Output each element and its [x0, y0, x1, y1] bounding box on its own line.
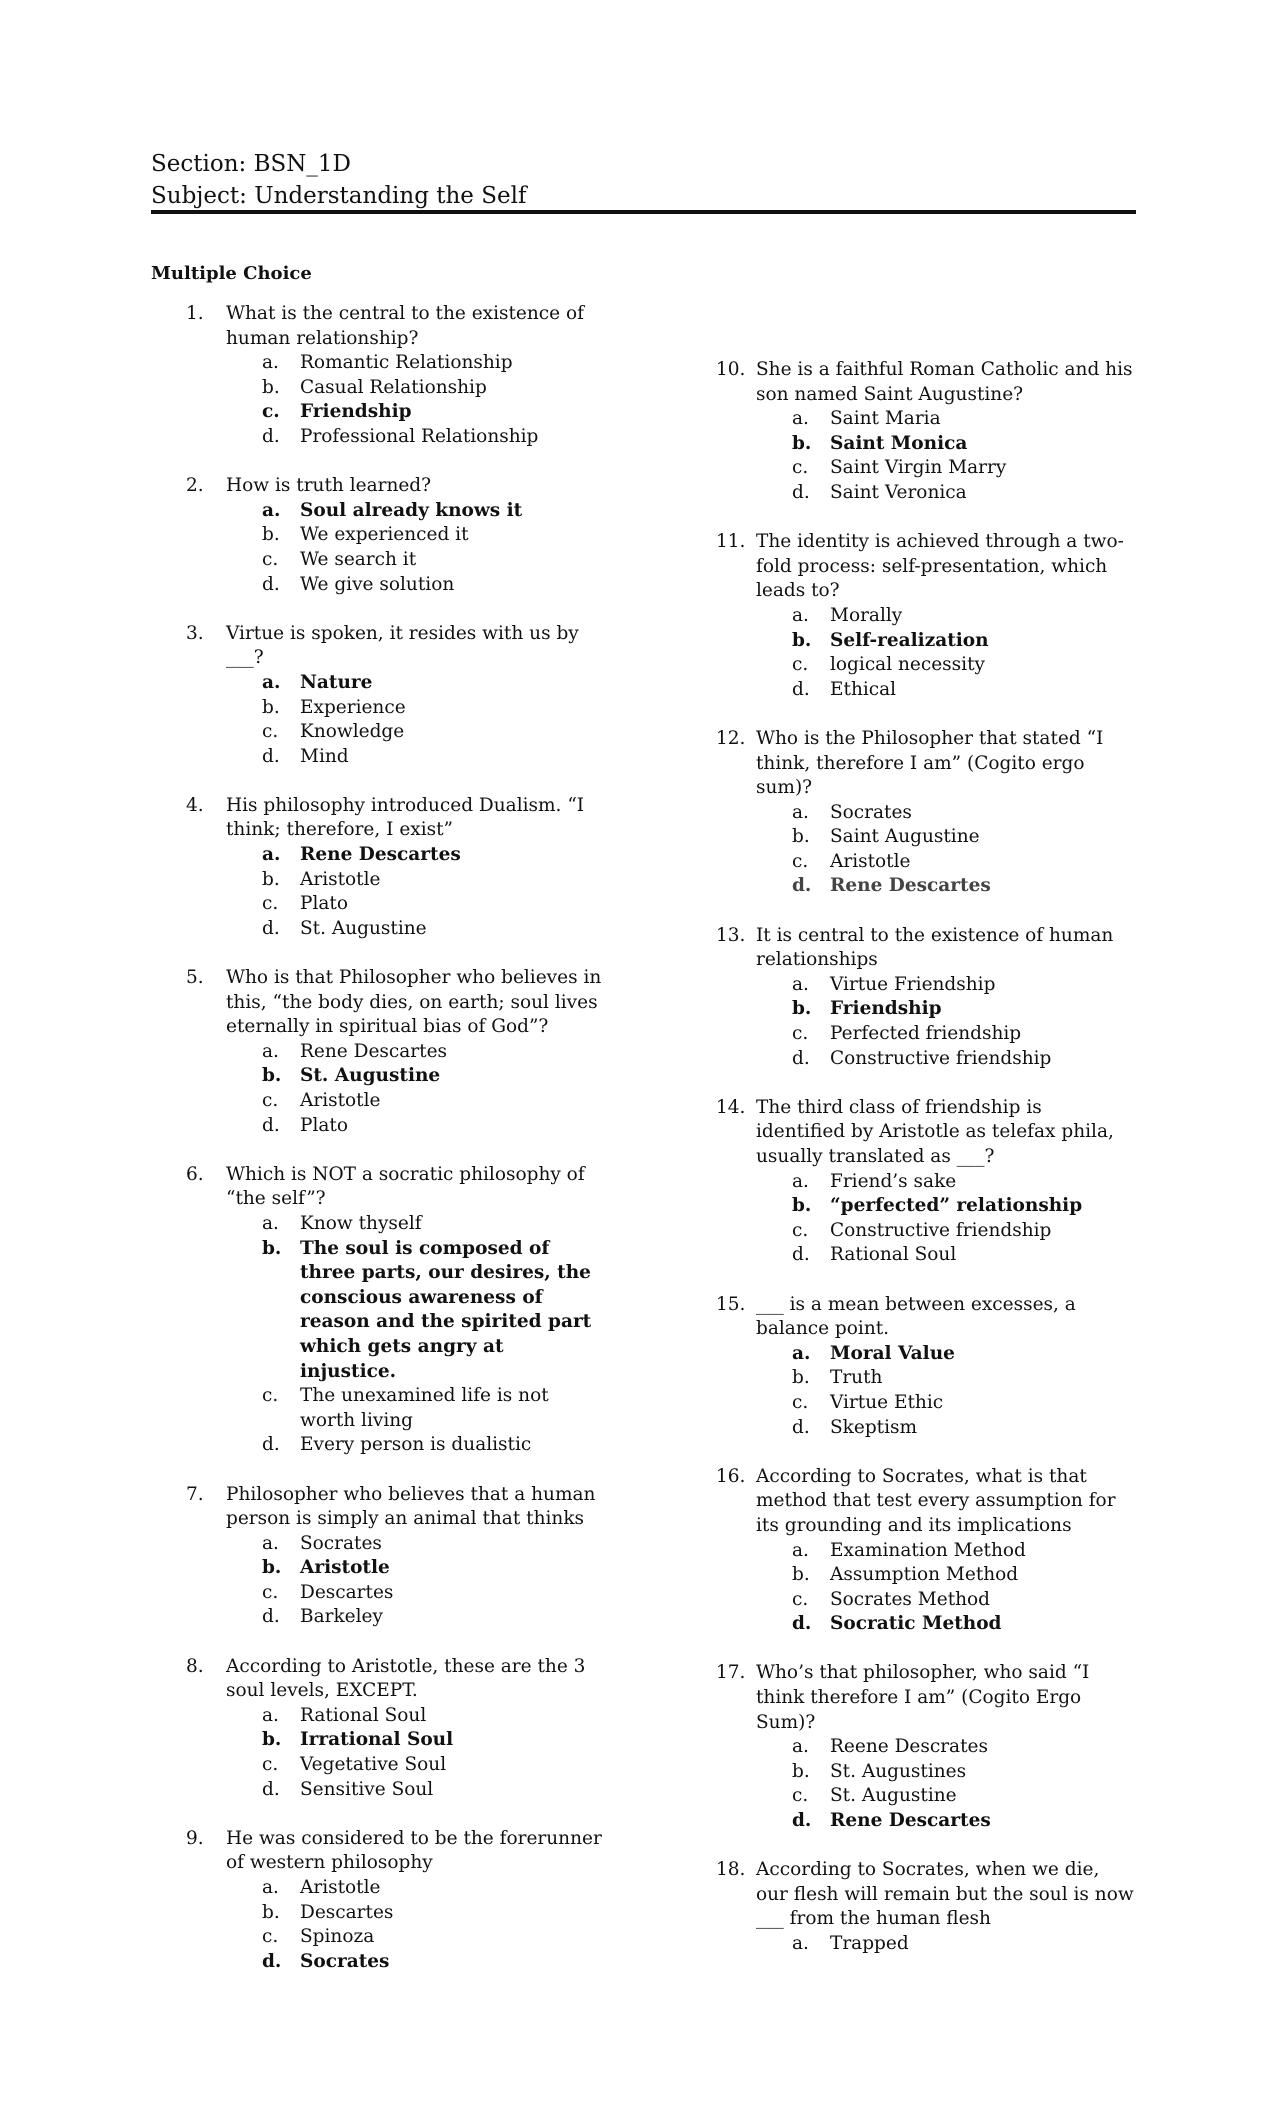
choice-correct: [262, 1950, 606, 1975]
choice: [262, 1605, 606, 1630]
choice-text: St. Augustine: [300, 917, 427, 939]
choice: [262, 892, 606, 917]
choice-text: Aristotle: [300, 1557, 390, 1579]
choice-letter: c.: [262, 1385, 279, 1407]
choice-text: Rene Descartes: [830, 875, 991, 897]
choice: [262, 425, 606, 450]
choice-text: St. Augustine: [300, 1065, 441, 1087]
choice-letter: a.: [262, 1704, 279, 1726]
choice: [792, 1563, 1136, 1588]
question-item: [186, 1827, 606, 1975]
choice-letter: a.: [792, 1342, 811, 1364]
question-number: 2.: [186, 475, 204, 497]
question-item: [186, 474, 606, 597]
question-number: 7.: [186, 1483, 204, 1505]
choice-list: [186, 1212, 606, 1458]
choice-text: Socrates: [300, 1950, 390, 1972]
choice-letter: d.: [262, 1434, 280, 1456]
choice-letter: b.: [262, 696, 280, 718]
choice: [262, 1384, 606, 1433]
question-number: 4.: [186, 794, 204, 816]
choice-list: [716, 407, 1136, 505]
choice-letter: c.: [792, 1588, 809, 1610]
choice-letter: b.: [792, 1195, 812, 1217]
choice: [792, 678, 1136, 703]
choice: [792, 1022, 1136, 1047]
question-item: [716, 530, 1136, 702]
choice-letter: b.: [792, 1367, 810, 1389]
choice-text: We experienced it: [300, 524, 469, 546]
choice-correct: [792, 432, 1136, 457]
choice: [792, 1760, 1136, 1785]
subject-label: Subject: Understanding the Self: [151, 183, 527, 209]
choice-letter: a.: [792, 1933, 809, 1954]
choice-letter: a.: [792, 801, 809, 823]
choice-list: [716, 1342, 1136, 1440]
choice-text: Descartes: [300, 1581, 394, 1603]
choice-text: Constructive friendship: [830, 1219, 1052, 1241]
choice-letter: a.: [792, 604, 809, 626]
choice-text: Socratic Method: [830, 1613, 1002, 1635]
choice-letter: c.: [262, 401, 280, 423]
choice: [262, 1876, 606, 1901]
choice-letter: b.: [262, 1065, 282, 1087]
choice-text: Perfected friendship: [830, 1023, 1022, 1045]
question-item: [716, 1858, 1136, 1956]
choice-letter: d.: [262, 745, 280, 767]
choice-letter: d.: [792, 1416, 810, 1438]
choice-text: Barkeley: [300, 1606, 383, 1628]
choice-text: Aristotle: [300, 868, 381, 890]
choice-letter: c.: [262, 1090, 279, 1111]
choice: [262, 573, 606, 598]
choice-letter: b.: [262, 1237, 282, 1259]
question-text: Who’s that philosopher, who said “I think therefore I am” (Cogito Ergo Sum)?: [756, 1662, 1090, 1733]
choice-letter: c.: [262, 1754, 279, 1776]
choice-letter: b.: [262, 376, 280, 398]
choice-text: Knowledge: [300, 721, 405, 743]
choice-list: [186, 843, 606, 941]
choice-text: Saint Maria: [830, 408, 941, 430]
question-number: 8.: [186, 1655, 204, 1677]
choice-text: We give solution: [300, 573, 455, 595]
question-text: Who is that Philosopher who believes in this, “the body dies, on earth; soul lives eternally in spiritual bias of God”?: [226, 967, 602, 1038]
choice-text: Vegetative Soul: [300, 1754, 447, 1776]
choice: [792, 604, 1136, 629]
question-number: 6.: [186, 1163, 204, 1185]
choice-correct: [262, 843, 606, 868]
choice: [262, 1532, 606, 1557]
choice: [792, 973, 1136, 998]
choice-text: Skeptism: [830, 1416, 918, 1438]
choice-text: Rene Descartes: [830, 1810, 991, 1832]
choice: [792, 653, 1136, 678]
choice-correct: [262, 1064, 606, 1089]
choice-text: The soul is composed of three parts, our desires, the conscious awareness of reason and the spirited part which gets angry at injustice.: [300, 1237, 592, 1382]
choice: [262, 1753, 606, 1778]
choice-letter: a.: [262, 1040, 279, 1062]
choice-text: Know thyself: [300, 1212, 422, 1234]
question-text: According to Socrates, when we die, our flesh will remain but the soul is now ___ from the human flesh: [756, 1859, 1134, 1930]
question-text: According to Aristotle, these are the 3 soul levels, EXCEPT.: [226, 1655, 586, 1702]
choice: [262, 868, 606, 893]
choice-text: Assumption Method: [830, 1564, 1019, 1586]
choice-correct: [792, 1809, 1136, 1834]
choice-text: Truth: [830, 1367, 883, 1389]
question-item: [186, 794, 606, 942]
choice-text: logical necessity: [830, 654, 985, 676]
choice-text: St. Augustine: [830, 1785, 957, 1807]
question-item: [716, 1465, 1136, 1637]
choice-letter: d.: [262, 1950, 282, 1972]
question-number: 5.: [186, 967, 204, 989]
choice-list: [186, 671, 606, 769]
document-header: [151, 148, 1136, 212]
choice-correct: [262, 400, 606, 425]
choice-correct: [262, 1728, 606, 1753]
question-number: 16.: [716, 1465, 746, 1487]
choice: [262, 548, 606, 573]
choice-letter: a.: [792, 1170, 809, 1192]
choice-list: [716, 1735, 1136, 1833]
choice-text: We search it: [300, 548, 417, 570]
choice-text: Examination Method: [830, 1539, 1026, 1561]
choice-list: [186, 1532, 606, 1630]
choice-text: Virtue Friendship: [830, 973, 996, 995]
question-text: Which is NOT a socratic philosophy of “the self”?: [226, 1163, 585, 1210]
question-text: Philosopher who believes that a human person is simply an animal that thinks: [226, 1483, 596, 1530]
choice-letter: d.: [792, 1613, 812, 1635]
question-text: He was considered to be the forerunner of western philosophy: [226, 1827, 602, 1874]
choice-text: Nature: [300, 671, 373, 693]
choice-letter: a.: [262, 499, 281, 521]
choice-text: Friendship: [300, 401, 412, 423]
question-number: 9.: [186, 1827, 204, 1849]
choice-letter: a.: [792, 1539, 809, 1561]
choice-correct: [792, 629, 1136, 654]
choice-letter: b.: [792, 1564, 810, 1586]
choice-text: Spinoza: [300, 1926, 375, 1948]
choice-list: [716, 1170, 1136, 1268]
choice-letter: b.: [792, 629, 812, 651]
choice-letter: a.: [792, 973, 809, 995]
choice: [792, 1784, 1136, 1809]
choice-text: Sensitive Soul: [300, 1778, 434, 1800]
choice-letter: d.: [262, 573, 280, 595]
choice-text: Experience: [300, 696, 406, 718]
choice-list: [716, 604, 1136, 702]
choice-letter: c.: [262, 548, 279, 570]
choice: [792, 1416, 1136, 1441]
choice-letter: d.: [262, 917, 280, 939]
choice: [792, 1243, 1136, 1268]
choice-text: Moral Value: [830, 1342, 955, 1364]
question-item: [186, 1163, 606, 1458]
choice: [262, 1901, 606, 1926]
choice: [262, 1778, 606, 1803]
choice: [262, 1704, 606, 1729]
question-number: 10.: [716, 359, 746, 380]
choice: [262, 1581, 606, 1606]
question-item: [186, 966, 606, 1138]
choice-text: Descartes: [300, 1901, 394, 1923]
choice-list: [186, 1704, 606, 1802]
choice-letter: b.: [262, 1901, 280, 1923]
choice-text: Socrates Method: [830, 1588, 991, 1610]
questions-column-right: [716, 358, 1136, 1981]
choice: [792, 1391, 1136, 1416]
choice-text: Irrational Soul: [300, 1729, 454, 1751]
choice-correct: [262, 1556, 606, 1581]
choice-correct: [792, 997, 1136, 1022]
choice-letter: a.: [792, 1736, 809, 1758]
question-text: ___ is a mean between excesses, a balance point.: [756, 1293, 1076, 1340]
choice-text: Rational Soul: [300, 1704, 427, 1726]
choice-text: Professional Relationship: [300, 425, 539, 447]
choice-text: Saint Veronica: [830, 481, 967, 503]
choice-text: Aristotle: [300, 1877, 381, 1898]
choice-letter: a.: [262, 1212, 279, 1234]
choice-letter: c.: [262, 893, 279, 915]
choice-list: [186, 1876, 606, 1974]
question-text: It is central to the existence of human relationships: [756, 924, 1114, 971]
choice-text: Morally: [830, 604, 903, 626]
choice-letter: d.: [792, 1047, 810, 1069]
choice: [262, 1040, 606, 1065]
choice-list: [716, 1932, 1136, 1957]
choice-letter: d.: [262, 1778, 280, 1800]
choice-letter: a.: [262, 844, 281, 866]
choice-correct: [792, 1194, 1136, 1219]
choice-text: Trapped: [830, 1933, 909, 1954]
choice-letter: b.: [792, 826, 810, 848]
choice-correct: [792, 1612, 1136, 1637]
choice: [792, 1539, 1136, 1564]
question-item: [716, 1293, 1136, 1441]
choice-letter: a.: [262, 352, 279, 374]
choice-text: Ethical: [830, 678, 897, 700]
choice-letter: d.: [792, 678, 810, 700]
question-text: What is the central to the existence of human relationship?: [226, 303, 584, 349]
choice-text: Saint Monica: [830, 432, 968, 454]
question-text: The third class of friendship is identified by Aristotle as telefax phila, usually translated as ___?: [756, 1096, 1114, 1167]
choice: [262, 1925, 606, 1950]
choice: [792, 1047, 1136, 1072]
choice-text: Saint Virgin Marry: [830, 457, 1007, 479]
choice-letter: c.: [792, 1391, 809, 1413]
choice: [262, 376, 606, 401]
choice-text: Socrates: [300, 1532, 382, 1554]
choice-text: Plato: [300, 1114, 348, 1136]
choice-text: Self-realization: [830, 629, 989, 651]
choice: [792, 1219, 1136, 1244]
choice-text: Virtue Ethic: [830, 1391, 944, 1413]
section-title: Multiple Choice: [151, 263, 312, 284]
choice-letter: d.: [792, 1244, 810, 1266]
choice-list: [716, 1539, 1136, 1637]
choice: [792, 850, 1136, 875]
choice-letter: a.: [262, 671, 281, 693]
choice-letter: c.: [792, 654, 809, 676]
choice-letter: d.: [792, 875, 812, 897]
question-item: [186, 1483, 606, 1631]
choice-correct: [792, 1342, 1136, 1367]
choice-text: Rene Descartes: [300, 844, 461, 866]
choice: [262, 1433, 606, 1458]
question-item: [716, 1096, 1136, 1268]
question-text: How is truth learned?: [226, 475, 432, 497]
choice-list: [186, 351, 606, 449]
choice-letter: d.: [792, 1810, 812, 1832]
question-number: 1.: [186, 303, 204, 324]
choice-text: Casual Relationship: [300, 376, 487, 398]
choice-letter: a.: [262, 1877, 279, 1898]
choice: [792, 1170, 1136, 1195]
choice-text: Soul already knows it: [300, 499, 523, 521]
question-number: 15.: [716, 1293, 746, 1315]
section-label: Section: BSN_1D: [151, 151, 351, 177]
header-divider: [151, 210, 1136, 214]
choice-text: Rene Descartes: [300, 1040, 448, 1062]
choice-text: Aristotle: [300, 1090, 381, 1111]
choice-letter: a.: [262, 1532, 279, 1554]
choice-letter: d.: [262, 1606, 280, 1628]
choice-letter: d.: [262, 425, 280, 447]
choice-text: St. Augustines: [830, 1760, 967, 1782]
choice: [792, 1735, 1136, 1760]
choice-letter: b.: [262, 868, 280, 890]
question-text: She is a faithful Roman Catholic and his son named Saint Augustine?: [756, 359, 1133, 405]
question-text: According to Socrates, what is that method that test every assumption for its grounding and its implications: [756, 1465, 1116, 1536]
question-number: 12.: [716, 727, 746, 749]
choice-letter: b.: [792, 1760, 810, 1782]
choice: [792, 481, 1136, 506]
question-number: 14.: [716, 1096, 746, 1118]
question-item: [716, 358, 1136, 506]
choice-correct: [262, 1237, 606, 1385]
choice: [262, 1212, 606, 1237]
question-number: 18.: [716, 1859, 746, 1881]
questions-column-left: [186, 302, 606, 1999]
choice-text: Friendship: [830, 998, 942, 1020]
choice-letter: c.: [262, 721, 279, 743]
choice: [792, 456, 1136, 481]
choice-letter: c.: [792, 1023, 809, 1045]
choice-letter: b.: [262, 524, 280, 546]
question-number: 17.: [716, 1662, 746, 1684]
choice-correct: [262, 671, 606, 696]
choice-text: Saint Augustine: [830, 826, 980, 848]
choice: [792, 1366, 1136, 1391]
choice: [792, 1588, 1136, 1613]
choice-correct: [262, 499, 606, 524]
choice-letter: c.: [262, 1926, 279, 1948]
choice: [262, 1114, 606, 1139]
choice-text: Mind: [300, 745, 349, 767]
choice-list: [186, 499, 606, 597]
choice-letter: b.: [262, 1729, 282, 1751]
question-text: Virtue is spoken, it resides with us by ___?: [226, 622, 579, 669]
choice-letter: c.: [792, 1219, 809, 1241]
question-text: The identity is achieved through a two-fold process: self-presentation, which leads to?: [756, 531, 1124, 602]
choice: [262, 523, 606, 548]
choice: [262, 745, 606, 770]
question-number: 13.: [716, 924, 746, 946]
question-number: 3.: [186, 622, 204, 644]
choice-text: The unexamined life is not worth living: [300, 1385, 549, 1431]
choice: [792, 1932, 1136, 1957]
choice-letter: c.: [792, 850, 809, 872]
choice-text: Socrates: [830, 801, 912, 823]
question-item: [186, 622, 606, 770]
choice: [262, 351, 606, 376]
question-number: 11.: [716, 531, 746, 553]
choice-letter: b.: [792, 998, 812, 1020]
choice-letter: a.: [792, 408, 809, 430]
choice-letter: b.: [792, 432, 812, 454]
question-item: [716, 1661, 1136, 1833]
choice: [262, 1089, 606, 1114]
choice-text: Constructive friendship: [830, 1047, 1052, 1069]
choice-letter: d.: [792, 481, 810, 503]
question-item: [186, 1655, 606, 1803]
choice-list: [716, 801, 1136, 899]
question-text: Who is the Philosopher that stated “I think, therefore I am” (Cogito ergo sum)?: [756, 727, 1104, 799]
choice-letter: c.: [792, 1785, 809, 1807]
choice-text: Friend’s sake: [830, 1170, 957, 1192]
choice-letter: c.: [262, 1581, 279, 1603]
choice-text: Plato: [300, 893, 348, 915]
choice-text: Reene Descrates: [830, 1736, 988, 1758]
choice: [262, 696, 606, 721]
choice-text: Every person is dualistic: [300, 1434, 532, 1456]
choice-letter: b.: [262, 1557, 282, 1579]
choice-correct: [792, 874, 1136, 899]
question-item: [716, 924, 1136, 1072]
choice-list: [716, 973, 1136, 1071]
choice-text: “perfected” relationship: [830, 1195, 1083, 1217]
choice: [792, 825, 1136, 850]
choice-text: Aristotle: [830, 850, 911, 872]
question-item: [716, 727, 1136, 899]
choice: [792, 407, 1136, 432]
question-text: His philosophy introduced Dualism. “I think; therefore, I exist”: [226, 794, 585, 841]
choice: [792, 801, 1136, 826]
choice-letter: d.: [262, 1114, 280, 1136]
choice-list: [186, 1040, 606, 1138]
choice-letter: c.: [792, 457, 809, 479]
choice: [262, 917, 606, 942]
choice-text: Romantic Relationship: [300, 352, 513, 374]
question-item: [186, 302, 606, 450]
choice: [262, 720, 606, 745]
choice-text: Rational Soul: [830, 1244, 957, 1266]
